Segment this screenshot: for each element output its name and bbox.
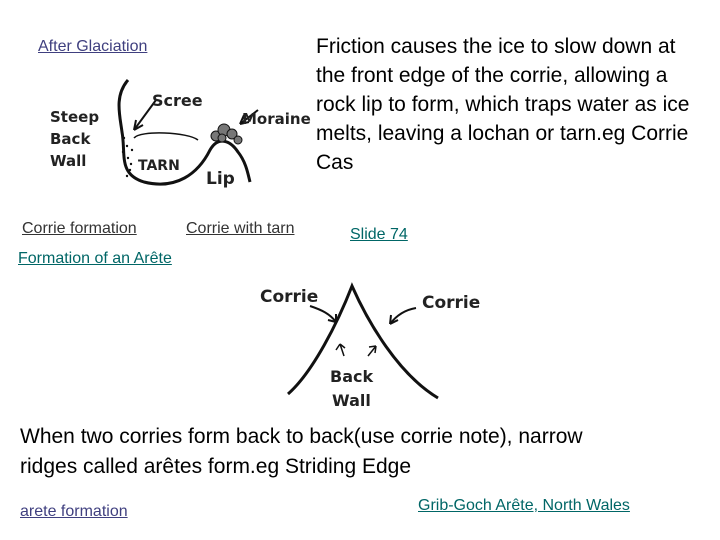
corrie-description: Friction causes the ice to slow down at the front edge of the corrie, allowing a rock lip to form, which traps water as ice melts, leaving a lochan or tarn.eg Corrie Cas — [316, 35, 690, 174]
arete-wall-label: Wall — [332, 391, 371, 410]
arete-diagram — [258, 282, 498, 412]
back-label: Back — [50, 130, 91, 148]
back-wall-arrow-left — [336, 344, 345, 356]
corrie-diagram — [48, 78, 311, 198]
wall-label: Wall — [50, 152, 87, 170]
tarn-surface-line — [134, 133, 198, 140]
lip-label: Lip — [206, 169, 235, 189]
corrie-formation-link[interactable]: Corrie formation — [22, 220, 137, 237]
arete-corrie-left-label: Corrie — [260, 287, 319, 307]
arete-corrie-right-label: Corrie — [422, 293, 481, 313]
tarn-label: TARN — [138, 158, 180, 174]
after-glaciation-link[interactable]: After Glaciation — [38, 38, 148, 55]
arete-back-label: Back — [330, 367, 374, 386]
slide-74-link[interactable]: Slide 74 — [350, 226, 408, 243]
formation-of-arete-link[interactable]: Formation of an Arête — [18, 250, 172, 267]
arete-formation-link[interactable]: arete formation — [20, 503, 128, 520]
arete-description: When two corries form back to back(use corrie note), narrow ridges called arêtes form.eg Striding Edge — [20, 425, 583, 478]
corrie-with-tarn-link[interactable]: Corrie with tarn — [186, 220, 295, 237]
moraine-label: Moraine — [242, 110, 311, 128]
grib-goch-link[interactable]: Grib-Goch Arête, North Wales — [418, 497, 630, 514]
steep-label: Steep — [50, 108, 100, 126]
back-wall-arrow-right — [368, 346, 376, 356]
scree-label: Scree — [152, 91, 203, 110]
left-corrie-arrow — [310, 306, 336, 322]
